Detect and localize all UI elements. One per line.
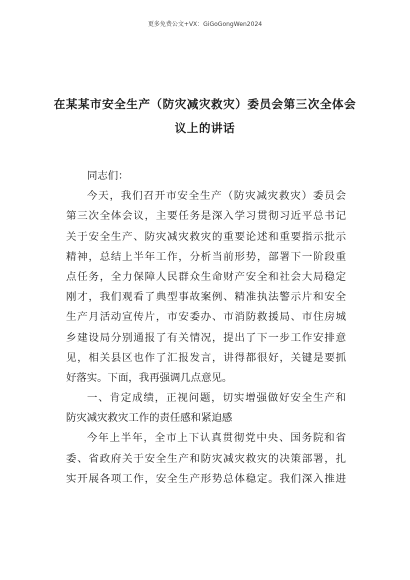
body-line: 点任务，全力保障人民群众生命财产安全和社会大局稳定 — [66, 270, 346, 283]
body-line: 关于安全生产、防灾减灾救灾的重要论述和重要指示批示 — [66, 230, 346, 243]
body-line: 今年上半年，全市上下认真贯彻党中央、国务院和省 — [87, 432, 346, 445]
header-note: 更多免费公文+VX：GiGoGongWen2024 — [147, 21, 263, 28]
body-line: 精神，总结上半年工作，分析当前形势，部署下一阶段重 — [66, 250, 346, 263]
body-line: 一、肯定成绩，正视问题，切实增强做好安全生产和 — [87, 392, 346, 405]
document-title-line-1: 在某某市安全生产（防灾减灾救灾）委员会第三次全体会 — [53, 97, 357, 111]
body-line: 刚才，我们观看了典型事故案例、精准执法警示片和安全 — [66, 291, 346, 304]
body-line: 实开展各项工作，安全生产形势总体稳定。我们深入推进 — [66, 472, 346, 485]
body-line: 防灾减灾救灾工作的责任感和紧迫感 — [66, 412, 233, 425]
body-line: 生产月活动宣传片，市安委办、市消防救援局、市住房城 — [66, 311, 346, 324]
body-line: 好落实。下面，我再强调几点意见。 — [66, 371, 233, 384]
document-title-line-2: 议上的讲话 — [174, 121, 236, 135]
body-line: 今天，我们召开市安全生产（防灾减灾救灾）委员会 — [87, 190, 346, 203]
body-line: 同志们： — [87, 170, 129, 182]
body-line: 委、省政府关于安全生产和防灾减灾救灾的决策部署，扎 — [66, 452, 346, 465]
body-line: 见，相关县区也作了汇报发言，讲得都很好，关键是要抓 — [66, 351, 346, 364]
body-line: 第三次全体会议，主要任务是深入学习贯彻习近平总书记 — [66, 210, 346, 223]
document-body — [66, 166, 346, 489]
body-line: 乡建设局分别通报了有关情况，提出了下一步工作安排意 — [66, 331, 346, 344]
